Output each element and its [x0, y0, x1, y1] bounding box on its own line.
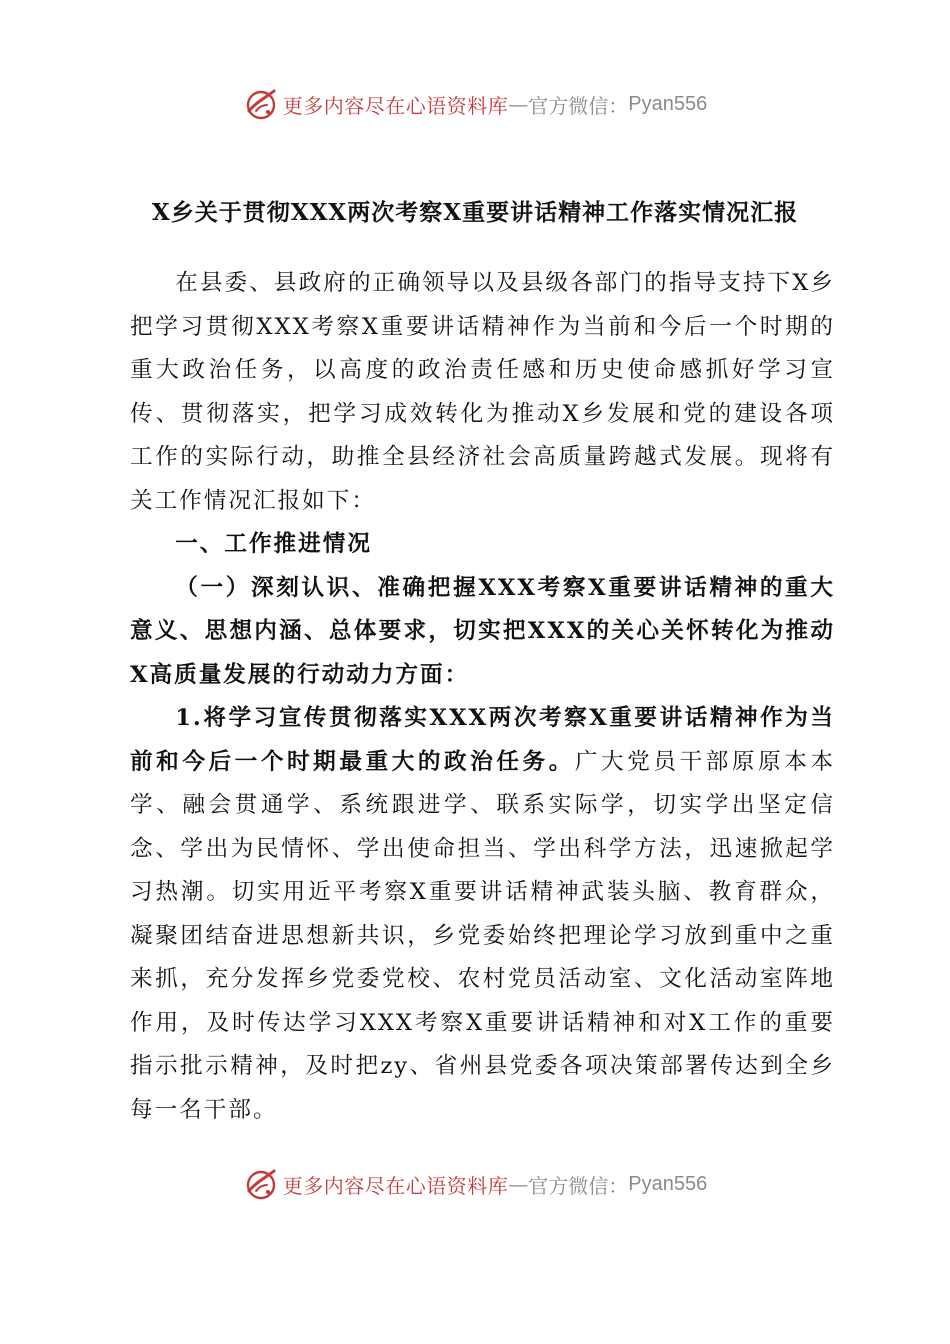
item-1-lead: 1.将学习宣传贯彻落实XXX两次考察X重要讲话精神作为当前和今后一个时期最重大的政治任务。 [130, 705, 835, 775]
header-banner [0, 84, 950, 124]
subsection-heading: （一）深刻认识、准确把握XXX考察X重要讲话精神的重大意义、思想内涵、总体要求，切实把XXX的关心关怀转化为推动X高质量发展的行动动力方面： [130, 574, 835, 688]
brush-logo-icon [243, 86, 279, 122]
intro-paragraph: 在县委、县政府的正确领导以及县级各部门的指导支持下X乡把学习贯彻XXX考察X重要讲话精神作为当前和今后一个时期的重大政治任务，以高度的政治责任感和历史使命感抓好学习宣传、贯彻落实，把学习成效转化为推动X乡发展和党的建设各项工作的实际行动，助推全县经济社会高质量跨越式发展。现将有关工作情况汇报如下： [130, 270, 835, 514]
banner-library-text: 更多内容尽在心语资料库 [282, 1173, 509, 1198]
banner-wechat-id: Pyan556 [628, 92, 708, 115]
banner-wechat-label: 官方微信： [528, 93, 629, 118]
banner-wechat-id: Pyan556 [628, 1172, 708, 1195]
banner-wechat-label: 官方微信： [528, 1173, 629, 1198]
brush-logo-icon [243, 1166, 279, 1202]
section-heading: 一、工作推进情况 [175, 531, 372, 557]
footer-banner [0, 1164, 950, 1204]
banner-dash: — [508, 92, 529, 116]
item-1-paragraph [130, 697, 835, 1132]
item-1-body: 广大党员干部原原本本学、融会贯通学、系统跟进学、联系实际学，切实学出坚定信念、学出为民情怀、学出使命担当、学出科学方法，迅速掀起学习热潮。切实用近平考察X重要讲话精神武装头脑、教育群众，凝聚团结奋进思想新共识，乡党委始终把理论学习放到重中之重来抓，充分发挥乡党委党校、农村党员活动室、文化活动室阵地作用，及时传达学习XXX考察X重要讲话精神和对X工作的重要指示批示精神，及时把zy、省州县党委各项决策部署传达到全乡每一名干部。 [130, 748, 836, 1123]
document-title: X乡关于贯彻XXX两次考察X重要讲话精神工作落实情况汇报 [151, 199, 799, 226]
document-body [130, 262, 835, 1132]
banner-dash: — [508, 1172, 529, 1196]
banner-library-text: 更多内容尽在心语资料库 [282, 93, 509, 118]
